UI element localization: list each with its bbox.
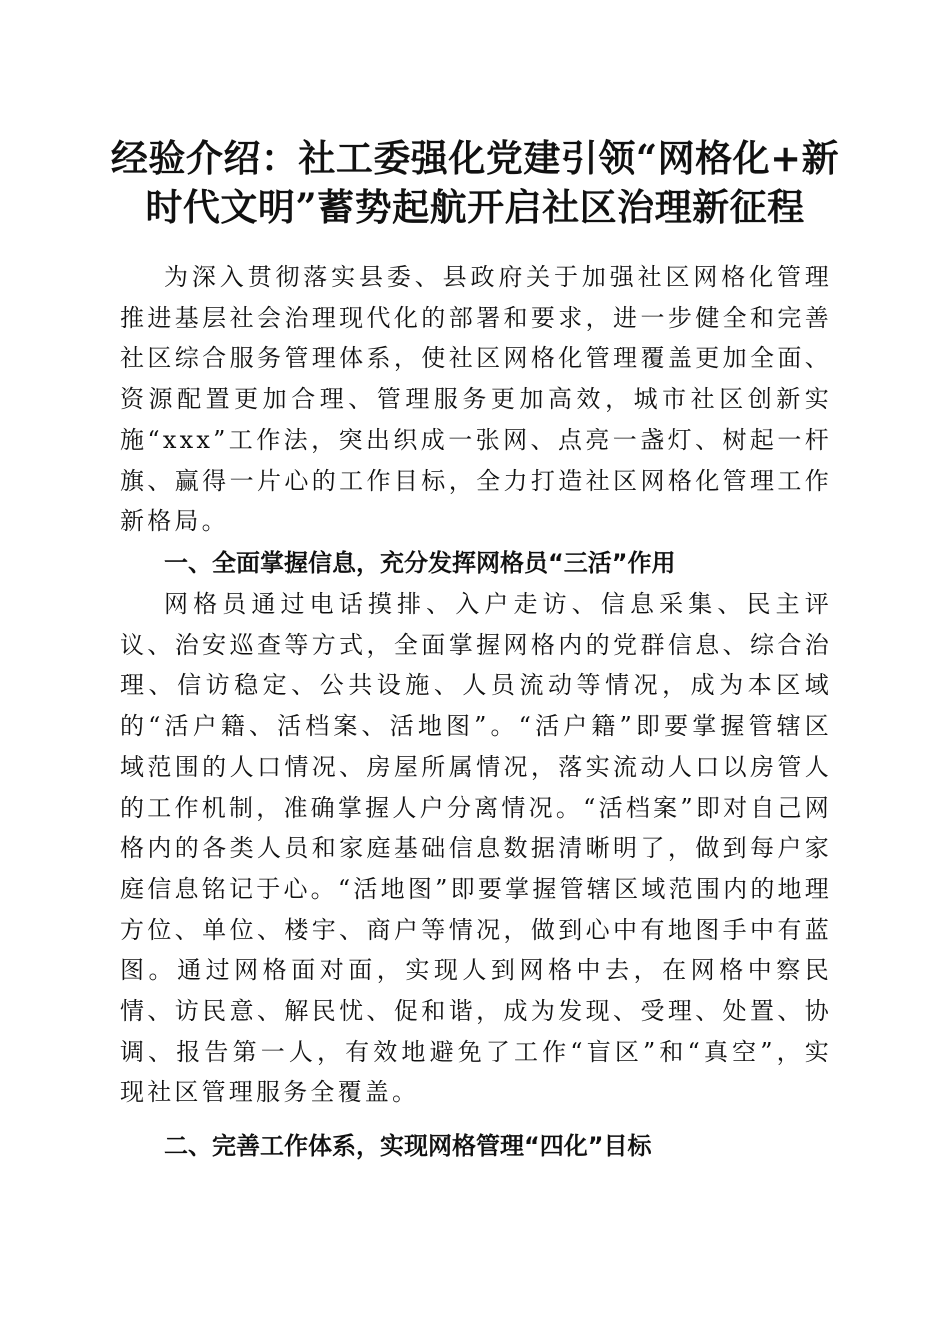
document-title [100,134,850,232]
section-heading-1: 一、全面掌握信息，充分发挥网格员“三活”作用 [164,549,676,577]
section-1-paragraph: 网格员通过电话摸排、入户走访、信息采集、民主评议、治安巡查等方式，全面掌握网格内的党群信息、综合治理、信访稳定、公共设施、人员流动等情况，成为本区域的“活户籍、活档案、活地图”。“活户籍”即要掌握管辖区域范围的人口情况、房屋所属情况，落实流动人口以房管人的工作机制，准确掌握人户分离情况。“活档案”即对自己网格内的各类人员和家庭基础信息数据清晰明了，做到每户家庭信息铭记于心。“活地图”即要掌握管辖区域范围内的地理方位、单位、楼宇、商户等情况，做到心中有地图手中有蓝图。通过网格面对面，实现人到网格中去，在网格中察民情、访民意、解民忧、促和谐，成为发现、受理、处置、协调、报告第一人，有效地避免了工作“盲区”和“真空”，实现社区管理服务全覆盖。 [120,590,832,1107]
title-line-2: 时代文明”蓄势起航开启社区治理新征程 [145,185,805,229]
title-line-1: 经验介绍：社工委强化党建引领“网格化+新 [110,136,840,180]
section-heading-2: 二、完善工作体系，实现网格管理“四化”目标 [164,1132,652,1160]
intro-paragraph: 为深入贯彻落实县委、县政府关于加强社区网格化管理推进基层社会治理现代化的部署和要求，进一步健全和完善社区综合服务管理体系，使社区网格化管理覆盖更加全面、资源配置更加合理、管理服务更加高效，城市社区创新实施“xxx”工作法，突出织成一张网、点亮一盏灯、树起一杆旗、赢得一片心的工作目标，全力打造社区网格化管理工作新格局。 [120,263,832,536]
